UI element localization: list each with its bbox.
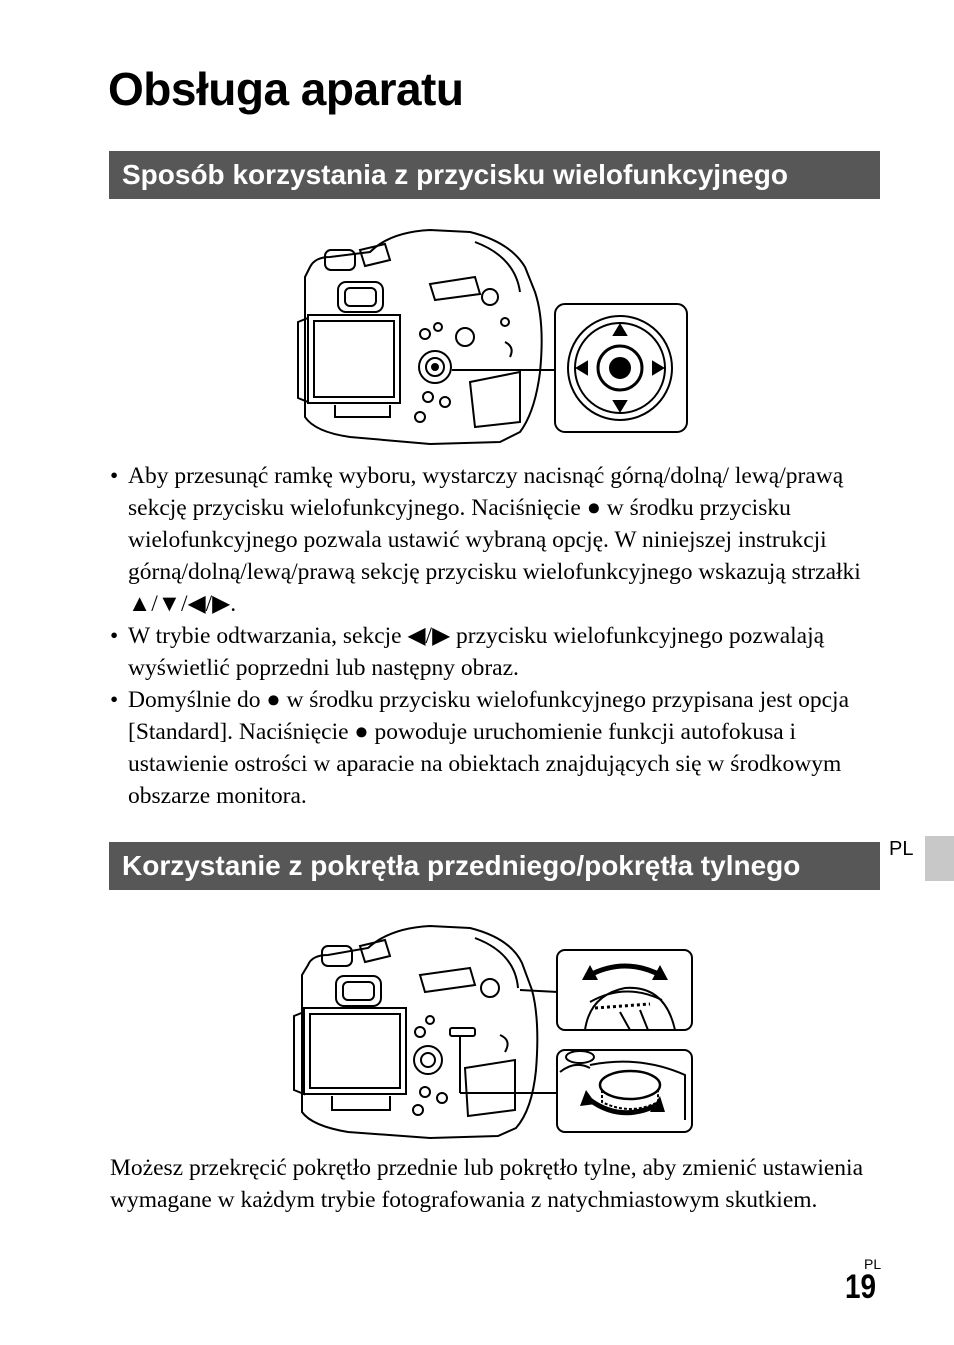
language-tab-label: PL bbox=[889, 838, 914, 860]
list-item: • Domyślnie do ● w środku przycisku wielofunkcyjnego przypisana jest opcja [Standard]. Naciśnięcie ● powoduje uruchomienie funkcji autofokusa i ustawienie ostrości w aparacie na obiektach znajdujących się w środkowym obszarze monitora. bbox=[110, 684, 882, 812]
page-title: Obsługa aparatu bbox=[108, 63, 464, 115]
page-language-label: PL bbox=[864, 1256, 882, 1272]
language-tab-marker bbox=[925, 836, 954, 881]
multi-selector-instructions bbox=[110, 460, 882, 812]
section-heading-dials: Korzystanie z pokrętła przedniego/pokrętła tylnego bbox=[109, 842, 880, 890]
page-number: 19 bbox=[845, 1268, 877, 1306]
section-heading-multi-selector: Sposób korzystania z przycisku wielofunkcyjnego bbox=[109, 151, 880, 199]
multi-selector-icon bbox=[555, 304, 687, 432]
front-dial-icon bbox=[557, 950, 692, 1030]
dials-paragraph: Możesz przekręcić pokrętło przednie lub pokrętło tylne, aby zmienić ustawienia wymagane w każdym trybie fotografowania z natychmiastowym skutkiem. bbox=[110, 1155, 864, 1213]
list-item: • W trybie odtwarzania, sekcje ◀/▶ przycisku wielofunkcyjnego pozwalają wyświetlić poprzedni lub następny obraz. bbox=[110, 620, 882, 684]
multi-selector-figure bbox=[290, 222, 690, 447]
dials-figure bbox=[290, 920, 695, 1140]
camera-back-icon bbox=[294, 926, 537, 1138]
list-item: • Aby przesunąć ramkę wyboru, wystarczy nacisnąć górną/dolną/ lewą/prawą sekcję przycisku wielofunkcyjnego. Naciśnięcie ● w środku przycisku wielofunkcyjnego pozwala ustawić wybraną opcję. W niniejszej instrukcji górną/dolną/lewą/prawą sekcję przycisku wielofunkcyjnego wskazują strzałki ▲/▼/◀/▶. bbox=[110, 460, 882, 620]
rear-dial-icon bbox=[557, 1050, 692, 1132]
camera-back-icon bbox=[298, 230, 542, 444]
